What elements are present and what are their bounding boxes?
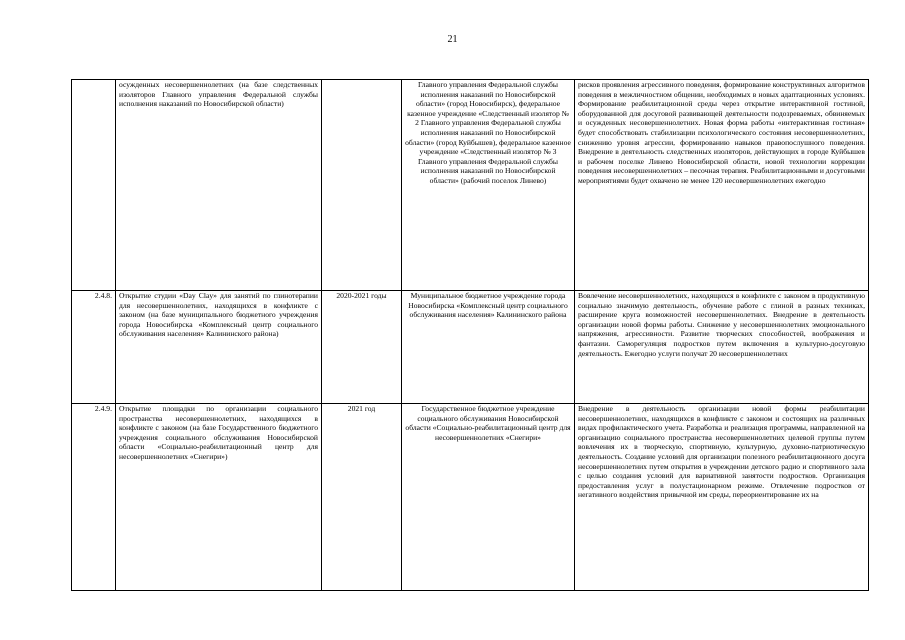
page-number: 21 bbox=[447, 34, 458, 45]
row-number bbox=[72, 80, 116, 291]
result-cell: рисков проявления агрессивного поведения, формирование конструктивных алгоритмов поведения в межличностном общении, необходимых в новых адаптационных условиях. Формирование реабилитационной среды через открытие интерактивной гостиной, оборудованной для досуговой развивающей деятельности подозреваемых, обвиняемых и осужденных несовершеннолетних. Новая форма работы «интерактивная гостиная» будет способствовать стабилизации психологического состояния несовершеннолетних, снижению уровня агрессии, формированию навыков правопослушного поведения. Внедрение в деятельность следственных изоляторов, действующих в городе Куйбышев и рабочем поселке Линево Новосибирской области, новой технологии коррекции поведения несовершеннолетних – песочная терапия. Реабилитационными и досуговыми мероприятиями будет охвачено не менее 120 несовершеннолетних ежегодно bbox=[575, 80, 869, 291]
period-cell: 2021 год bbox=[322, 404, 402, 591]
event-name-cell: осужденных несовершеннолетних (на базе следственных изоляторов Главного управления Федеральной службы исполнения наказаний по Новосибирской области) bbox=[116, 80, 322, 291]
program-table bbox=[71, 79, 869, 591]
executor-cell: Муниципальное бюджетное учреждение города Новосибирска «Комплексный центр социального обслуживания населения» Калининского района bbox=[402, 291, 575, 404]
row-number: 2.4.8. bbox=[72, 291, 116, 404]
result-cell: Внедрение в деятельность организации новой формы реабилитации несовершеннолетних, находящихся в конфликте с законом и состоящих на различных видах профилактического учета. Разработка и реализация программы, направленной на организацию социального пространства несовершеннолетних целевой группы путем вовлечения их в творческую, спортивную, культурную, духовно-патриотическую деятельность. Создание условий для организации полезного реабилитационного досуга несовершеннолетних путем открытия в учреждении детского радио и спортивного зала с целью создания условий для вариативной занятости подростков. Организация предоставления услуг в полустационарном режиме. Отвлечение подростков от негативного воздействия привычной им среды, переориентирование их на bbox=[575, 404, 869, 591]
event-name-cell: Открытие студии «Day Clay» для занятий по глинотерапии для несовершеннолетних, находящихся в конфликте с законом (на базе муниципального бюджетного учреждения города Новосибирска «Комплексный центр социального обслуживания населения» Калининского района) bbox=[116, 291, 322, 404]
table-row bbox=[72, 404, 869, 591]
period-cell bbox=[322, 80, 402, 291]
period-cell: 2020-2021 годы bbox=[322, 291, 402, 404]
table-row bbox=[72, 80, 869, 291]
table-row bbox=[72, 291, 869, 404]
result-cell: Вовлечение несовершеннолетних, находящихся в конфликте с законом в продуктивную социально значимую деятельность, обучение работе с глиной в разных техниках, расширение круга возможностей несовершеннолетних. Внедрение в деятельность организации новой формы работы. Снижение у несовершеннолетних эмоционального напряжения, агрессивности. Развитие творческих способностей, воображения и фантазии. Саморегуляция подростков путем включения в культурно-досуговую деятельность. Ежегодно услуги получат 20 несовершеннолетних bbox=[575, 291, 869, 404]
executor-cell: Главного управления Федеральной службы исполнения наказаний по Новосибирской области» (город Новосибирск), федеральное казенное учреждение «Следственный изолятор № 2 Главного управления Федеральной службы исполнения наказаний по Новосибирской области» (город Куйбышев), федеральное казенное учреждение «Следственный изолятор № 3 Главного управления Федеральной службы исполнения наказаний по Новосибирской области» (рабочий поселок Линево) bbox=[402, 80, 575, 291]
event-name-cell: Открытие площадки по организации социального пространства несовершеннолетних, находящихся в конфликте с законом (на базе Государственного бюджетного учреждения социального обслуживания Новосибирской области «Социально-реабилитационный центр для несовершеннолетних «Снегири») bbox=[116, 404, 322, 591]
row-number: 2.4.9. bbox=[72, 404, 116, 591]
executor-cell: Государственное бюджетное учреждение социального обслуживания Новосибирской области «Социально-реабилитационный центр для несовершеннолетних «Снегири» bbox=[402, 404, 575, 591]
